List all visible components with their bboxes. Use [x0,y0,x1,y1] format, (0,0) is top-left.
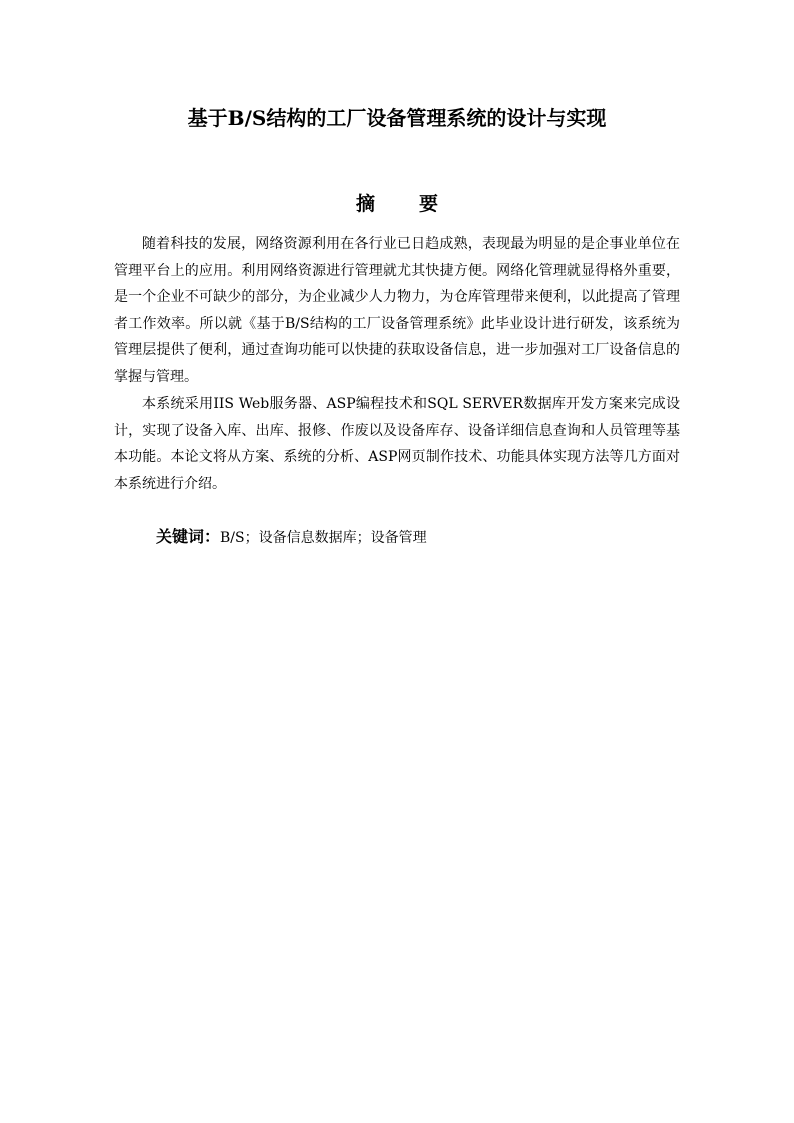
abstract-heading [0,190,794,218]
abstract-heading-char-1: 摘 [355,193,375,215]
keywords-label: 关键词： [156,527,221,546]
document-title: 基于B/S结构的工厂设备管理系统的设计与实现 [187,106,607,130]
keywords-value: B/S；设备信息数据库；设备管理 [220,530,427,546]
abstract-heading-char-2: 要 [419,193,439,215]
abstract-paragraph-1-block [114,231,680,391]
abstract-paragraph-2-block [114,391,680,497]
abstract-paragraph-2: 本系统采用IIS Web服务器、ASP编程技术和SQL SERVER数据库开发方案来完成设计，实现了设备入库、出库、报修、作废以及设备库存、设备详细信息查询和人员管理等基本功能。本论文将从方案、系统的分析、ASP网页制作技术、功能具体实现方法等几方面对本系统进行介绍。 [114,396,680,492]
keywords-line [156,524,427,551]
abstract-paragraph-1: 随着科技的发展，网络资源利用在各行业已日趋成熟，表现最为明显的是企事业单位在管理平台上的应用。利用网络资源进行管理就尤其快捷方便。网络化管理就显得格外重要，是一个企业不可缺少的部分，为企业减少人力物力，为仓库管理带来便利，以此提高了管理者工作效率。所以就《基于B/S结构的工厂设备管理系统》此毕业设计进行研发，该系统为管理层提供了便利，通过查询功能可以快捷的获取设备信息，进一步加强对工厂设备信息的掌握与管理。 [114,236,680,385]
